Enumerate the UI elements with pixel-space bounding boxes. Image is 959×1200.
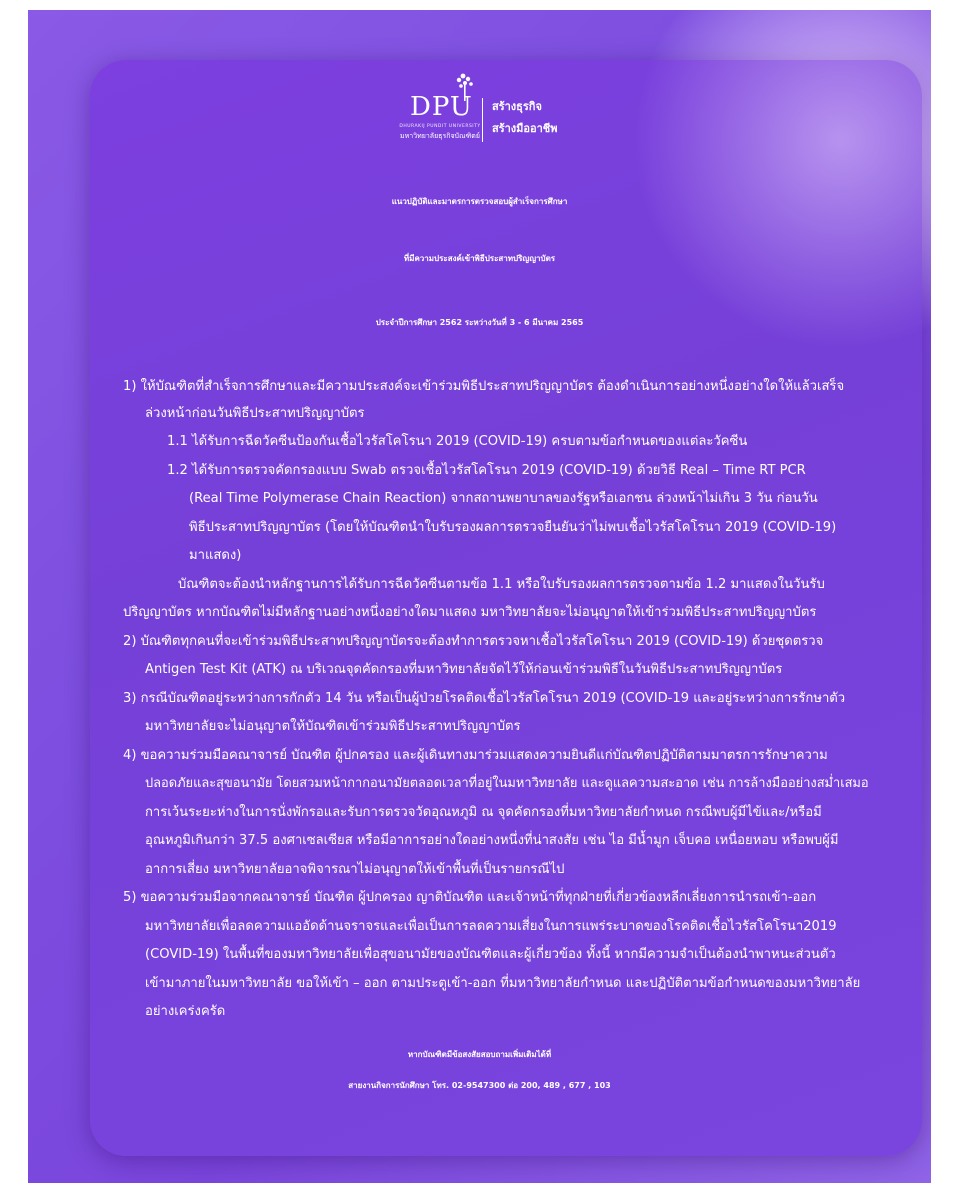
slogan-line-1: สร้างธุรกิจ [492, 100, 542, 113]
body-line: Antigen Test Kit (ATK) ณ บริเวณจุดคัดกรองที่มหาวิทยาลัยจัดไว้ให้ก่อนเข้าร่วมพิธีในวันพิธีประสาทปริญญาบัตร [145, 662, 783, 677]
body-line: การเว้นระยะห่างในการนั่งพักรอและรับการตรวจวัดอุณหภูมิ ณ จุดคัดกรองที่มหาวิทยาลัยกำหนด กรณีพบผู้มีไข้และ/หรือมี [145, 805, 822, 820]
body-line: อย่างเคร่งครัด [145, 1004, 226, 1019]
body-line: บัณฑิตจะต้องนำหลักฐานการได้รับการฉีดวัคซีนตามข้อ 1.1 หรือใบรับรองผลการตรวจตามข้อ 1.2 มาแสดงในวันรับ [178, 577, 825, 592]
title-line-1: แนวปฏิบัติและมาตรการตรวจสอบผู้สำเร็จการศึกษา [391, 197, 568, 206]
body-line: (COVID-19) ในพื้นที่ของมหาวิทยาลัยเพื่อสุขอนามัยของบัณฑิตและผู้เกี่ยวข้อง ทั้งนี้ หากมีความจำเป็นต้องนำพาหนะส่วนตัว [145, 947, 836, 962]
body-line: 3) กรณีบัณฑิตอยู่ระหว่างการกักตัว 14 วัน หรือเป็นผู้ป่วยโรคติดเชื้อไวรัสโคโรนา 2019 (COVID-19 และอยู่ระหว่างการรักษาตัว [123, 691, 846, 706]
logo-slogan [492, 96, 558, 140]
body-line: พิธีประสาทปริญญาบัตร (โดยให้บัณฑิตนำใบรับรองผลการตรวจยืนยันว่าไม่พบเชื้อไวรัสโคโรนา 2019 (COVID-19) [189, 520, 837, 535]
title-line-2: ที่มีความประสงค์เข้าพิธีประสาทปริญญาบัตร [403, 254, 556, 263]
body-line: 1.1 ได้รับการฉีดวัคซีนป้องกันเชื้อไวรัสโคโรนา 2019 (COVID-19) ครบตามข้อกำหนดของแต่ละวัคซีน [167, 434, 748, 449]
dpu-logo [399, 70, 580, 150]
body-line: อาการเสี่ยง มหาวิทยาลัยอาจพิจารณาไม่อนุญาตให้เข้าพื้นที่เป็นรายกรณีไป [145, 862, 565, 877]
body-line: 5) ขอความร่วมมือจากคณาจารย์ บัณฑิต ผู้ปกครอง ญาติบัณฑิต และเจ้าหน้าที่ทุกฝ่ายที่เกี่ยวข้องหลีกเลี่ยงการนำรถเข้า-ออก [123, 890, 817, 905]
body-line: 1) ให้บัณฑิตที่สำเร็จการศึกษาและมีความประสงค์จะเข้าร่วมพิธีประสาทปริญญาบัตร ต้องดำเนินการอย่างหนึ่งอย่างใดให้แล้วเสร็จ [123, 379, 845, 394]
contact-heading: หากบัณฑิตมีข้อสงสัยสอบถามเพิ่มเติมได้ที่ [407, 1050, 552, 1059]
body-line: 2) บัณฑิตทุกคนที่จะเข้าร่วมพิธีประสาทปริญญาบัตรจะต้องทำการตรวจหาเชื้อไวรัสโคโรนา 2019 (COVID-19) ด้วยชุดตรวจ [123, 634, 824, 649]
body-line: เข้ามาภายในมหาวิทยาลัย ขอให้เข้า – ออก ตามประตูเข้า-ออก ที่มหาวิทยาลัยกำหนด และปฏิบัติตามข้อกำหนดของมหาวิทยาลัย [145, 976, 861, 991]
body-line: ล่วงหน้าก่อนวันพิธีประสาทปริญญาบัตร [145, 406, 365, 421]
body-line: อุณหภูมิเกินกว่า 37.5 องศาเซลเซียส หรือมีอาการอย่างใดอย่างหนึ่งที่น่าสงสัย เช่น ไอ มีน้ำมูก เจ็บคอ เหนื่อยหอบ หรือพบผู้มี [145, 833, 839, 848]
body-line: ปลอดภัยและสุขอนามัย โดยสวมหน้ากากอนามัยตลอดเวลาที่อยู่ในมหาวิทยาลัย และดูแลความสะอาด เช่น การล้างมืออย่างสม่ำเสมอ [145, 776, 869, 791]
logo-divider [482, 98, 483, 142]
body-line: มหาวิทยาลัยเพื่อลดความแออัดด้านจราจรและเพื่อเป็นการลดความเสี่ยงในการแพร่ระบาดของโรคติดเชื้อไวรัสโคโรนา2019 [145, 919, 837, 934]
body-line: ปริญญาบัตร หากบัณฑิตไม่มีหลักฐานอย่างหนึ่งอย่างใดมาแสดง มหาวิทยาลัยจะไม่อนุญาตให้เข้าร่วมพิธีประสาทปริญญาบัตร [123, 605, 817, 620]
body-line: มาแสดง) [189, 548, 242, 563]
body-line: มหาวิทยาลัยจะไม่อนุญาตให้บัณฑิตเข้าร่วมพิธีประสาทปริญญาบัตร [145, 719, 521, 734]
slogan-line-2: สร้างมืออาชีพ [492, 122, 558, 135]
body-line: 4) ขอความร่วมมือคณาจารย์ บัณฑิต ผู้ปกครอง และผู้เดินทางมาร่วมแสดงความยินดีแก่บัณฑิตปฏิบัติตามมาตรการรักษาความ [123, 748, 828, 763]
logo-university-en: DHURAKIJ PUNDIT UNIVERSITY [399, 124, 481, 129]
logo-university-th: มหาวิทยาลัยธุรกิจบัณฑิตย์ [400, 132, 480, 140]
body-line: (Real Time Polymerase Chain Reaction) จากสถานพยาบาลของรัฐหรือเอกชน ล่วงหน้าไม่เกิน 3 วัน ก่อนวัน [189, 491, 818, 506]
contact-phone: สายงานกิจการนักศึกษา โทร. 02-9547300 ต่อ 200, 489 , 677 , 103 [348, 1081, 611, 1090]
subtitle-date: ประจำปีการศึกษา 2562 ระหว่างวันที่ 3 - 6 มีนาคม 2565 [375, 318, 584, 327]
logo-wordmark: DPU [410, 92, 473, 122]
body-line: 1.2 ได้รับการตรวจคัดกรองแบบ Swab ตรวจเชื้อไวรัสโคโรนา 2019 (COVID-19) ด้วยวิธี Real – Time RT PCR [167, 463, 806, 478]
